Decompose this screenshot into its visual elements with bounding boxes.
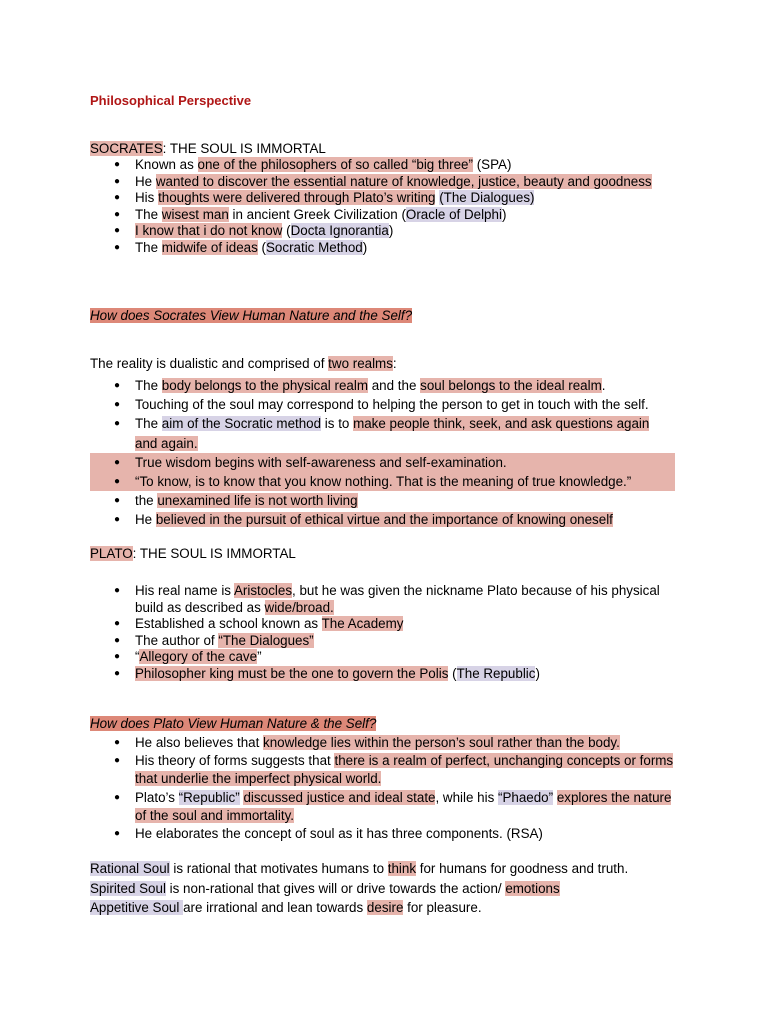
highlighted-text: emotions xyxy=(505,880,560,896)
socrates-bullet-list xyxy=(90,157,675,256)
soul-components-paragraph xyxy=(90,859,628,918)
text-run: Touching of the soul may correspond to helping the person to get in touch with the self. xyxy=(135,397,649,413)
text-run: is non-rational that gives will or drive towards the action/ xyxy=(165,880,506,896)
highlighted-text: SOCRATES xyxy=(90,141,163,156)
text-run: “ xyxy=(135,649,140,664)
bullet-item xyxy=(90,453,675,472)
highlighted-text: soul belongs to the ideal realm xyxy=(420,378,602,393)
bullet-item xyxy=(90,190,675,207)
bullet-item xyxy=(90,510,675,529)
highlighted-text: The Academy xyxy=(321,616,404,631)
soul-line xyxy=(90,898,628,918)
bullet-item xyxy=(90,666,675,683)
bullet-item xyxy=(90,752,675,788)
highlighted-text: Oracle of Delphi xyxy=(405,206,502,222)
bullet-item xyxy=(90,157,675,174)
reality-bullet-list xyxy=(90,376,675,530)
socrates-heading xyxy=(90,141,326,158)
text-run: are irrational and lean towards xyxy=(183,900,367,915)
plato-question-heading xyxy=(90,716,376,733)
text-run: Established a school known as xyxy=(135,616,322,631)
highlighted-text: thoughts were delivered through Plato’s writing xyxy=(158,190,436,205)
text-run: ( xyxy=(448,665,457,681)
text-run: ) xyxy=(501,206,507,222)
text-run: Known as xyxy=(135,157,198,172)
text-run: He elaborates the concept of soul as it has three components. (RSA) xyxy=(135,826,543,842)
document-title: Philosophical Perspective xyxy=(90,93,252,108)
text-run: The author of xyxy=(135,632,219,648)
bullet-text: True wisdom begins with self-awareness and self-examination. xyxy=(135,454,507,470)
text-run: The reality is dualistic and comprised of xyxy=(90,356,329,371)
bullet-item xyxy=(90,174,675,191)
soul-line xyxy=(90,859,628,879)
highlighted-text: (The Dialogues) xyxy=(439,190,535,205)
highlighted-text: explores the nature of the soul and immortality. xyxy=(135,789,672,823)
text-run: ( xyxy=(257,239,266,255)
text-run: ) xyxy=(362,239,368,255)
plato-heading xyxy=(90,546,296,563)
text-run: His real name is xyxy=(135,583,234,598)
text-run: His xyxy=(135,190,159,205)
plato-bullet-list xyxy=(90,583,675,682)
soul-line xyxy=(90,879,628,899)
highlighted-text: Rational Soul xyxy=(90,861,170,876)
text-run: : xyxy=(392,356,397,371)
highlighted-text: believed in the pursuit of ethical virtue and the importance of knowing oneself xyxy=(155,512,613,528)
text-run: . xyxy=(601,378,606,393)
highlighted-text: discussed justice and ideal state xyxy=(243,789,436,805)
bullet-item xyxy=(90,649,675,666)
text-run: The xyxy=(135,239,162,255)
highlighted-text: Philosopher king must be the one to govern the Polis xyxy=(135,665,449,681)
bullet-item xyxy=(90,491,675,510)
bullet-item xyxy=(90,825,675,843)
text-run: He also believes that xyxy=(135,735,264,750)
bullet-item xyxy=(90,240,675,257)
text-run: : THE SOUL IS IMMORTAL xyxy=(162,141,326,156)
highlighted-text: wisest man xyxy=(161,206,229,222)
highlighted-text: “Phaedo” xyxy=(498,789,554,805)
bullet-item xyxy=(90,223,675,240)
text-run: is rational that motivates humans to xyxy=(169,861,388,876)
bullet-item xyxy=(90,583,675,616)
bullet-item xyxy=(90,395,675,414)
reality-intro xyxy=(90,356,397,373)
text-run: : THE SOUL IS IMMORTAL xyxy=(132,546,296,561)
highlighted-text: body belongs to the physical realm xyxy=(161,378,368,393)
highlighted-text: think xyxy=(387,861,417,876)
bullet-item xyxy=(90,207,675,224)
bullet-item xyxy=(90,616,675,633)
text-run: The xyxy=(135,416,162,432)
highlighted-text: make people think, seek, and ask questions again and again. xyxy=(135,416,650,451)
highlighted-text: Allegory of the cave xyxy=(139,649,258,664)
highlighted-text: Aristocles xyxy=(233,583,293,598)
text-run: He xyxy=(135,512,156,528)
bullet-item xyxy=(90,633,675,650)
highlighted-text: “The Dialogues” xyxy=(218,632,314,648)
text-run: The xyxy=(135,378,162,393)
socrates-question-heading xyxy=(90,308,412,325)
bullet-item xyxy=(90,789,675,825)
highlighted-text: desire xyxy=(366,900,404,915)
highlighted-text: PLATO xyxy=(90,546,133,561)
bullet-item xyxy=(90,734,675,752)
text-run: , while his xyxy=(435,789,498,805)
plato-self-bullet-list xyxy=(90,734,675,843)
text-run: the xyxy=(135,493,158,509)
text-run: ( xyxy=(282,223,291,238)
text-run: ) xyxy=(535,665,540,681)
highlighted-text: wide/broad. xyxy=(264,599,334,615)
bullet-text: “To know, is to know that you know nothing. That is the meaning of true knowledge.” xyxy=(135,474,632,490)
bullet-item xyxy=(90,376,675,395)
highlighted-text: wanted to discover the essential nature of knowledge, justice, beauty and goodness xyxy=(155,173,652,189)
text-run: (SPA) xyxy=(472,157,512,172)
text-run: ” xyxy=(257,649,262,664)
highlighted-text: The Republic xyxy=(456,665,536,681)
text-run: Plato’s xyxy=(135,789,179,805)
bullet-item xyxy=(90,414,675,452)
text-run: The xyxy=(135,206,162,222)
highlighted-text: Spirited Soul xyxy=(90,880,166,896)
text-run: for humans for goodness and truth. xyxy=(416,861,629,876)
highlighted-text: knowledge lies within the person’s soul rather than the body. xyxy=(263,735,620,750)
text-run: His theory of forms suggests that xyxy=(135,753,335,769)
text-run: in ancient Greek Civilization ( xyxy=(228,206,406,222)
highlighted-text: midwife of ideas xyxy=(161,239,258,255)
text-run: He xyxy=(135,173,156,189)
text-run: ) xyxy=(388,223,394,238)
highlighted-text: Socratic Method xyxy=(266,239,363,255)
text-run: and the xyxy=(368,378,421,393)
highlighted-text: I know that i do not know xyxy=(135,223,283,238)
socrates-question-text: How does Socrates View Human Nature and the Self? xyxy=(90,308,413,323)
highlighted-text: unexamined life is not worth living xyxy=(157,493,358,509)
highlighted-text: there is a realm of perfect, unchanging concepts or forms that underlie the imperfect physical world. xyxy=(135,753,674,787)
highlighted-text: two realms xyxy=(328,356,393,371)
text-run: , but he was given the nickname Plato because of his physical build as described as xyxy=(135,583,660,615)
plato-question-text: How does Plato View Human Nature & the Self? xyxy=(90,716,377,731)
highlighted-text: one of the philosophers of so called “big three” xyxy=(197,157,473,172)
highlighted-text: Docta Ignorantia xyxy=(290,223,389,238)
highlighted-text: “Republic” xyxy=(178,789,240,805)
highlighted-text: aim of the Socratic method xyxy=(161,416,322,432)
text-run: for pleasure. xyxy=(403,900,482,915)
highlighted-text: Appetitive Soul xyxy=(90,900,184,915)
text-run: is to xyxy=(321,416,354,432)
bullet-item xyxy=(90,472,675,491)
